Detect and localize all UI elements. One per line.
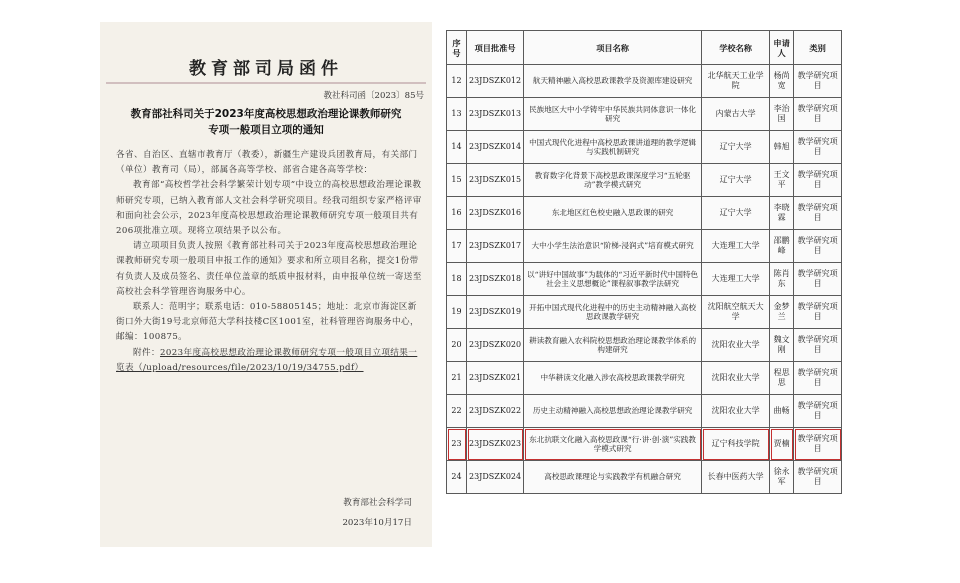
table-row [447,461,842,494]
cell-category: 教学研究项目 [794,197,842,230]
cell-category: 教学研究项目 [794,131,842,164]
header-category: 类别 [794,31,842,65]
cell-number: 13 [447,98,467,131]
result-table-panel [446,30,842,494]
cell-applicant: 曲畅 [770,395,794,428]
letter-body [116,148,422,376]
cell-number: 19 [447,296,467,329]
table-row-highlighted [447,428,842,461]
cell-category: 教学研究项目 [794,296,842,329]
table-row [447,197,842,230]
paragraph-approval: 教育部“高校哲学社会科学繁荣计划专项”中设立的高校思想政治理论课教师研究专项，已纳入教育部人文社会科学研究项目。经我司组织专家严格评审和面向社会公示，2023年度高校思想政治理论课教师研究专项一般项目共有206项批准立项。现将立项结果予以公布。 [116,180,422,237]
letter-heading: 教育部司局函件 [189,59,343,79]
table-row [447,329,842,362]
cell-school: 沈阳农业大学 [702,395,770,428]
cell-approval-code: 23JDSZK022 [467,395,524,428]
paragraph-submission: 请立项项目负责人按照《教育部社科司关于2023年度高校思想政治理论课教师研究专项一般项目申报工作的通知》要求和所立项目名称，提交1份带有负责人及成员签名、责任单位盖章的纸质申报材料，由申报单位统一寄送至高校社会科学管理咨询服务中心。 [116,241,422,297]
heading-divider [106,82,426,84]
cell-applicant: 邵鹏峰 [770,230,794,263]
cell-approval-code: 23JDSZK023 [467,428,524,461]
cell-school: 辽宁大学 [702,164,770,197]
header-applicant: 申请人 [770,31,794,65]
cell-category: 教学研究项目 [794,263,842,296]
cell-number: 23 [447,428,467,461]
cell-project-name: 民族地区大中小学铸牢中华民族共同体意识一体化研究 [524,98,702,131]
cell-school: 大连理工大学 [702,230,770,263]
cell-approval-code: 23JDSZK024 [467,461,524,494]
cell-approval-code: 23JDSZK017 [467,230,524,263]
table-row [447,65,842,98]
cell-approval-code: 23JDSZK018 [467,263,524,296]
cell-project-name: 耕读教育融入农科院校思想政治理论课教学体系的构建研究 [524,329,702,362]
table-header-row [447,31,842,65]
cell-school: 北华航天工业学院 [702,65,770,98]
cell-category: 教学研究项目 [794,230,842,263]
cell-approval-code: 23JDSZK014 [467,131,524,164]
cell-project-name: 中华耕读文化融入涉农高校思政课教学研究 [524,362,702,395]
cell-category: 教学研究项目 [794,65,842,98]
notice-title-line2: 专项一般项目立项的通知 [208,124,324,136]
cell-school: 辽宁大学 [702,131,770,164]
cell-number: 24 [447,461,467,494]
header-project-name: 项目名称 [524,31,702,65]
cell-approval-code: 23JDSZK020 [467,329,524,362]
cell-approval-code: 23JDSZK013 [467,98,524,131]
cell-number: 21 [447,362,467,395]
cell-applicant: 韩旭 [770,131,794,164]
cell-school: 沈阳农业大学 [702,329,770,362]
notice-title [100,106,432,138]
cell-category: 教学研究项目 [794,395,842,428]
cell-applicant: 陈肖东 [770,263,794,296]
cell-category: 教学研究项目 [794,428,842,461]
cell-applicant: 杨尚宽 [770,65,794,98]
cell-school: 沈阳航空航天大学 [702,296,770,329]
table-row [447,131,842,164]
cell-project-name: 历史主动精神融入高校思想政治理论课教学研究 [524,395,702,428]
cell-applicant: 金梦兰 [770,296,794,329]
cell-school: 沈阳农业大学 [702,362,770,395]
cell-approval-code: 23JDSZK015 [467,164,524,197]
cell-number: 20 [447,329,467,362]
cell-category: 教学研究项目 [794,329,842,362]
cell-applicant: 魏文刚 [770,329,794,362]
cell-category: 教学研究项目 [794,164,842,197]
cell-number: 15 [447,164,467,197]
table-row [447,362,842,395]
cell-school: 辽宁科技学院 [702,428,770,461]
cell-school: 大连理工大学 [702,263,770,296]
cell-number: 22 [447,395,467,428]
notice-title-line1: 教育部社科司关于2023年度高校思想政治理论课教师研究 [130,108,402,120]
letter-date: 2023年10月17日 [342,518,412,528]
attachment-link[interactable]: 2023年度高校思想政治理论课教师研究专项一般项目立项结果一览表（/upload/resources/file/2023/10/19/34755.pdf） [116,347,418,373]
cell-approval-code: 23JDSZK021 [467,362,524,395]
table-row [447,263,842,296]
cell-project-name: 教育数字化背景下高校思政课深度学习“五轮驱动”教学模式研究 [524,164,702,197]
cell-number: 12 [447,65,467,98]
attachment-paragraph [116,346,422,376]
table-row [447,98,842,131]
cell-applicant: 王文平 [770,164,794,197]
cell-approval-code: 23JDSZK012 [467,65,524,98]
paragraph-contact: 联系人：范明宇；联系电话：010-58805145；地址：北京市海淀区新街口外大街19号北京师范大学科技楼C区1001室，社科管理咨询服务中心，邮编：100875。 [116,302,420,343]
cell-project-name: 东北地区红色校史融入思政课的研究 [524,197,702,230]
table-row [447,164,842,197]
cell-project-name: 中国式现代化进程中高校思政课讲道理的教学逻辑与实践机制研究 [524,131,702,164]
cell-applicant: 李晓霖 [770,197,794,230]
cell-category: 教学研究项目 [794,461,842,494]
signature: 教育部社会科学司 [343,498,412,508]
cell-project-name: 开拓中国式现代化进程中的历史主动精神融入高校思政课教学研究 [524,296,702,329]
table-row [447,395,842,428]
cell-school: 长春中医药大学 [702,461,770,494]
cell-project-name: 航天精神融入高校思政课教学及资源库建设研究 [524,65,702,98]
project-results-table [446,30,842,494]
cell-applicant: 贾楠 [770,428,794,461]
recipients-paragraph: 各省、自治区、直辖市教育厅（教委），新疆生产建设兵团教育局，有关部门（单位）教育司（局），部属各高等学校、部省合建各高等学校： [116,150,418,176]
cell-number: 17 [447,230,467,263]
cell-project-name: 以“讲好中国故事”为载体的“习近平新时代中国特色社会主义思想概论”课程叙事教学法研究 [524,263,702,296]
cell-school: 辽宁大学 [702,197,770,230]
cell-applicant: 程思思 [770,362,794,395]
cell-category: 教学研究项目 [794,362,842,395]
cell-approval-code: 23JDSZK016 [467,197,524,230]
cell-project-name: 大中小学生法治意识“阶梯-浸润式”培育模式研究 [524,230,702,263]
header-number: 序号 [447,31,467,65]
table-row [447,230,842,263]
attachment-label: 附件： [133,347,160,358]
cell-number: 16 [447,197,467,230]
official-letter [100,22,432,547]
header-approval-code: 项目批准号 [467,31,524,65]
table-row [447,296,842,329]
cell-number: 14 [447,131,467,164]
cell-approval-code: 23JDSZK019 [467,296,524,329]
document-number: 教社科司函〔2023〕85号 [323,91,424,101]
cell-number: 18 [447,263,467,296]
cell-applicant: 徐永军 [770,461,794,494]
cell-category: 教学研究项目 [794,98,842,131]
cell-applicant: 李治国 [770,98,794,131]
cell-project-name: 东北抗联文化融入高校思政课“行·讲·创·演”实践教学模式研究 [524,428,702,461]
cell-project-name: 高校思政课理论与实践教学有机融合研究 [524,461,702,494]
cell-school: 内蒙古大学 [702,98,770,131]
header-school: 学校名称 [702,31,770,65]
